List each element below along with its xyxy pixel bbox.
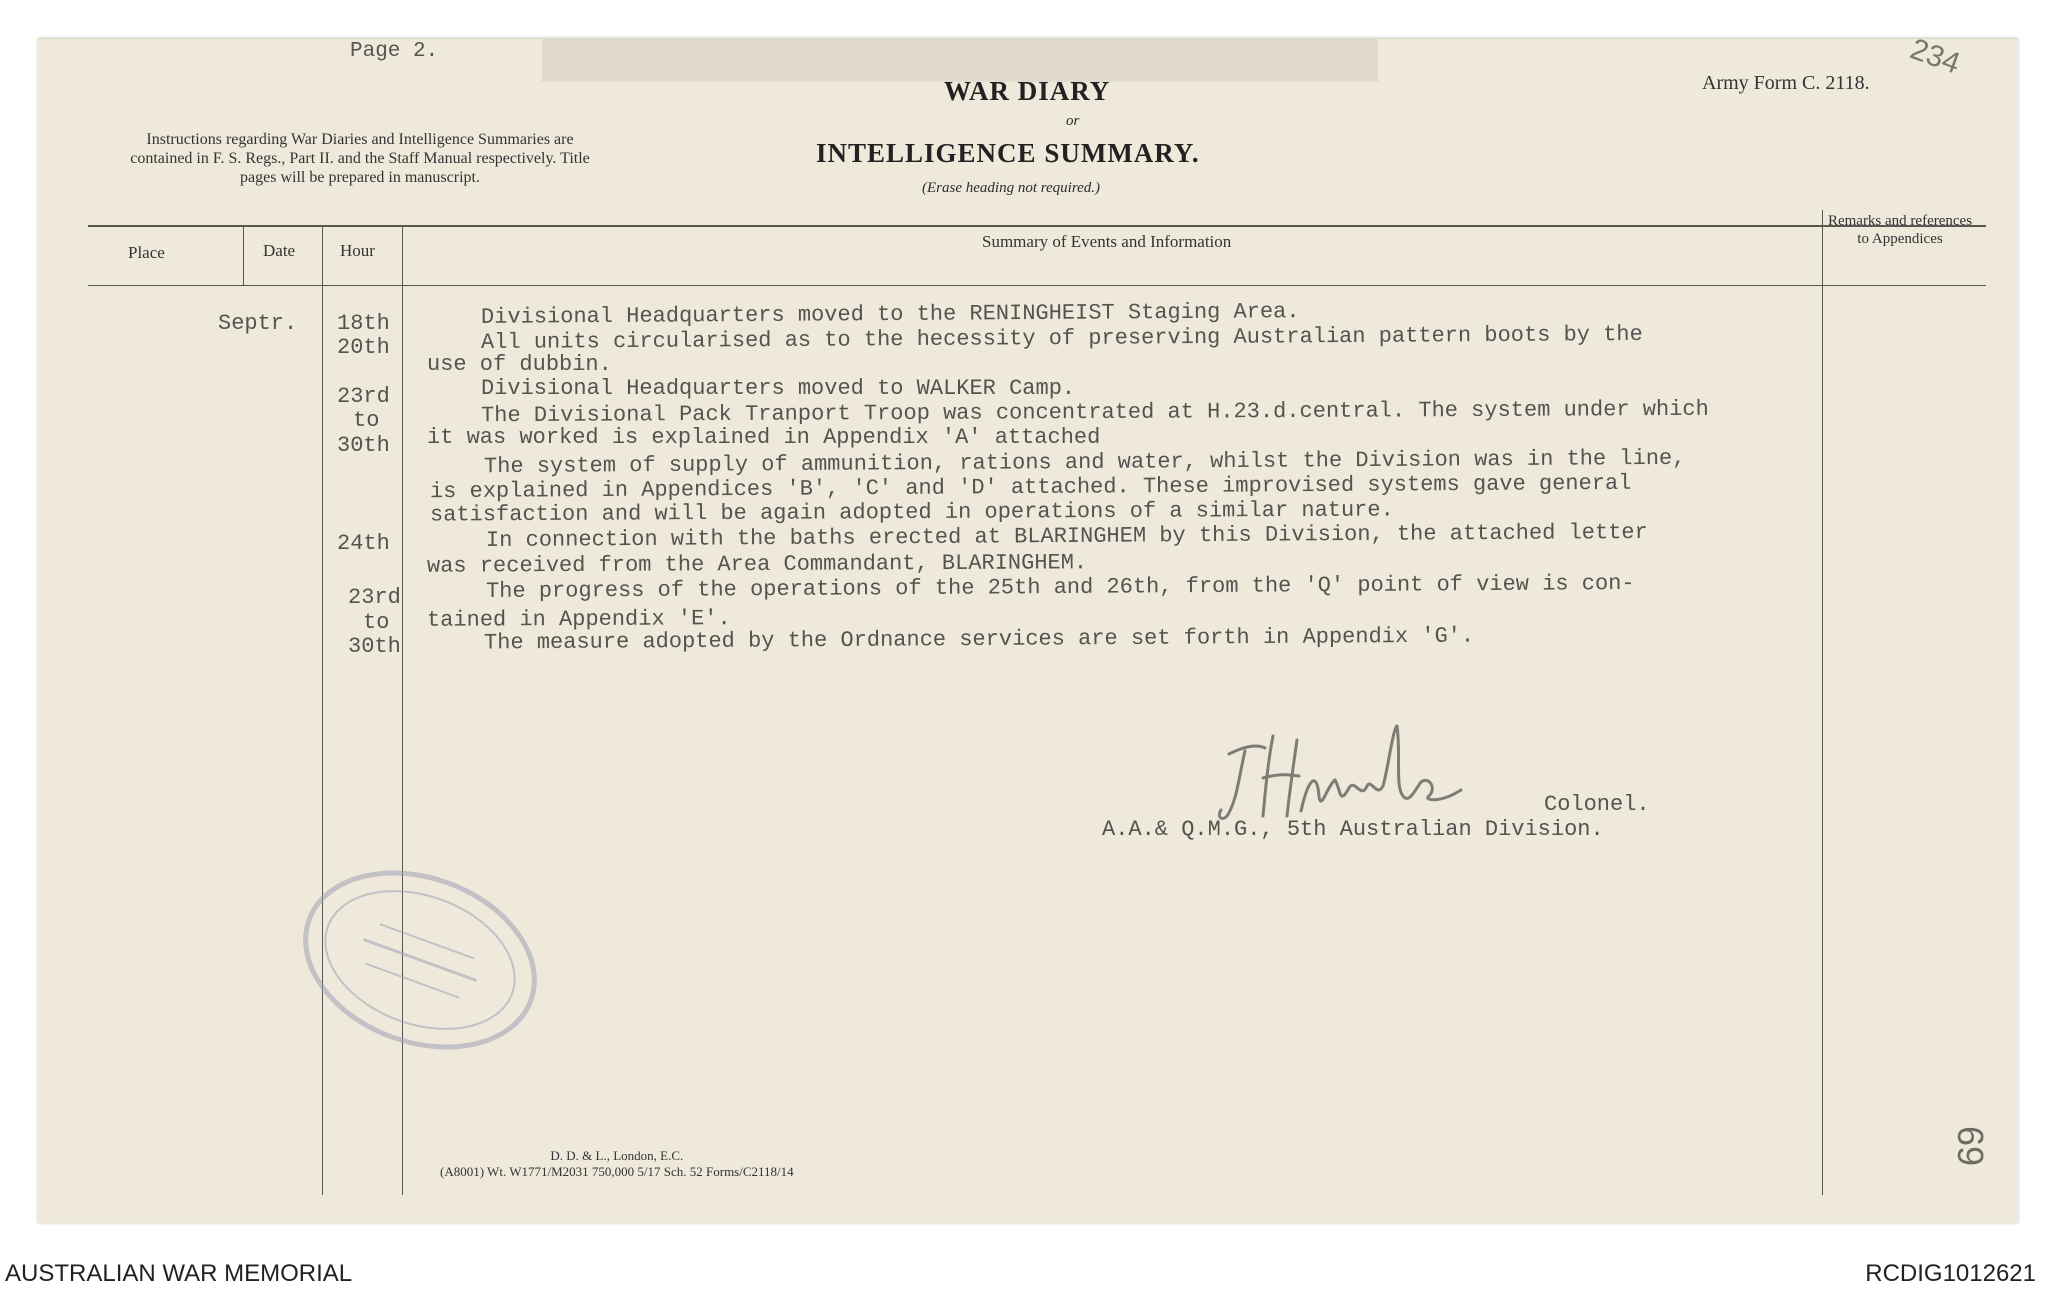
date-cell: 18th <box>337 311 390 336</box>
faded-rubber-stamp <box>290 860 550 1060</box>
column-header-hour: Hour <box>340 241 375 260</box>
handwritten-page-number: 69 <box>1950 1125 1992 1167</box>
summary-line: tained in Appendix 'E'. <box>426 606 731 633</box>
column-header-remarks: Remarks and references to Appendices <box>1827 213 1973 247</box>
summary-line: was received from the Area Commandant, BLARINGHEM. <box>426 550 1088 579</box>
date-cell: 24th <box>337 531 390 556</box>
page-label: Page 2. <box>350 40 439 63</box>
form-title-or: or <box>1066 113 1080 129</box>
column-divider-place <box>243 225 244 285</box>
summary-line: use of dubbin. <box>427 352 612 377</box>
footer-institution: AUSTRALIAN WAR MEMORIAL <box>5 1260 353 1287</box>
place-cell: Septr. <box>218 311 298 336</box>
table-header-rule <box>88 285 1986 286</box>
summary-line: The measure adopted by the Ordnance services are set forth in Appendix 'G'. <box>483 623 1475 656</box>
column-header-summary: Summary of Events and Information <box>982 232 1232 251</box>
printer-imprint <box>440 1148 794 1180</box>
summary-line: In connection with the baths erected at BLARINGHEM by this Division, the attached letter <box>485 519 1648 554</box>
summary-line: Divisional Headquarters moved to the RENINGHEIST Staging Area. <box>480 299 1300 330</box>
form-instructions: Instructions regarding War Diaries and Intelligence Summaries are contained in F. S. Regs., Part II. and the Staff Manual respectively. Title pages will be prepared in manuscript. <box>130 131 590 186</box>
table-top-rule <box>88 225 1986 227</box>
imprint-line: D. D. & L., London, E.C. <box>550 1148 684 1163</box>
date-cell: 23rd <box>348 585 401 610</box>
army-form-number: Army Form C. 2118. <box>1702 72 1870 94</box>
form-title-intelligence-summary: INTELLIGENCE SUMMARY. <box>816 138 1200 168</box>
date-cell: 20th <box>337 335 390 360</box>
form-title-war-diary: WAR DIARY <box>944 76 1111 106</box>
summary-line: The Divisional Pack Tranport Troop was concentrated at H.23.d.central. The system under which <box>480 396 1709 429</box>
date-cell: 30th <box>348 634 401 659</box>
imprint-line: (A8001) Wt. W1771/M2031 750,000 5/17 Sch. 52 Forms/C2118/14 <box>440 1164 794 1179</box>
handwritten-signature <box>1215 716 1515 826</box>
signature-title: A.A.& Q.M.G., 5th Australian Division. <box>1102 817 1604 842</box>
form-title-note: (Erase heading not required.) <box>922 180 1101 196</box>
summary-line: is explained in Appendices 'B', 'C' and 'D' attached. These improvised systems gave general <box>429 470 1632 505</box>
folio-number: 234 <box>1906 32 1965 81</box>
date-cell: 23rd <box>337 384 390 409</box>
summary-line: All units circularised as to the hecessity of preserving Australian pattern boots by the <box>480 321 1643 356</box>
summary-line: The progress of the operations of the 25th and 26th, from the 'Q' point of view is con- <box>485 570 1635 605</box>
signature-rank: Colonel. <box>1544 792 1650 817</box>
column-header-date: Date <box>263 241 296 260</box>
column-header-place: Place <box>128 243 165 262</box>
date-cell: to <box>353 408 380 433</box>
date-cell: 30th <box>337 433 390 458</box>
summary-line: it was worked is explained in Appendix 'A' attached <box>427 425 1101 450</box>
column-divider-remarks <box>1822 210 1823 1195</box>
summary-line: satisfaction and will be again adopted in operations of a similar nature. <box>429 497 1394 528</box>
footer-record-id: RCDIG1012621 <box>1865 1260 2036 1287</box>
date-cell: to <box>363 610 390 635</box>
summary-line: The system of supply of ammunition, rations and water, whilst the Division was in the line, <box>483 445 1686 480</box>
summary-line: Divisional Headquarters moved to WALKER Camp. <box>481 376 1076 401</box>
